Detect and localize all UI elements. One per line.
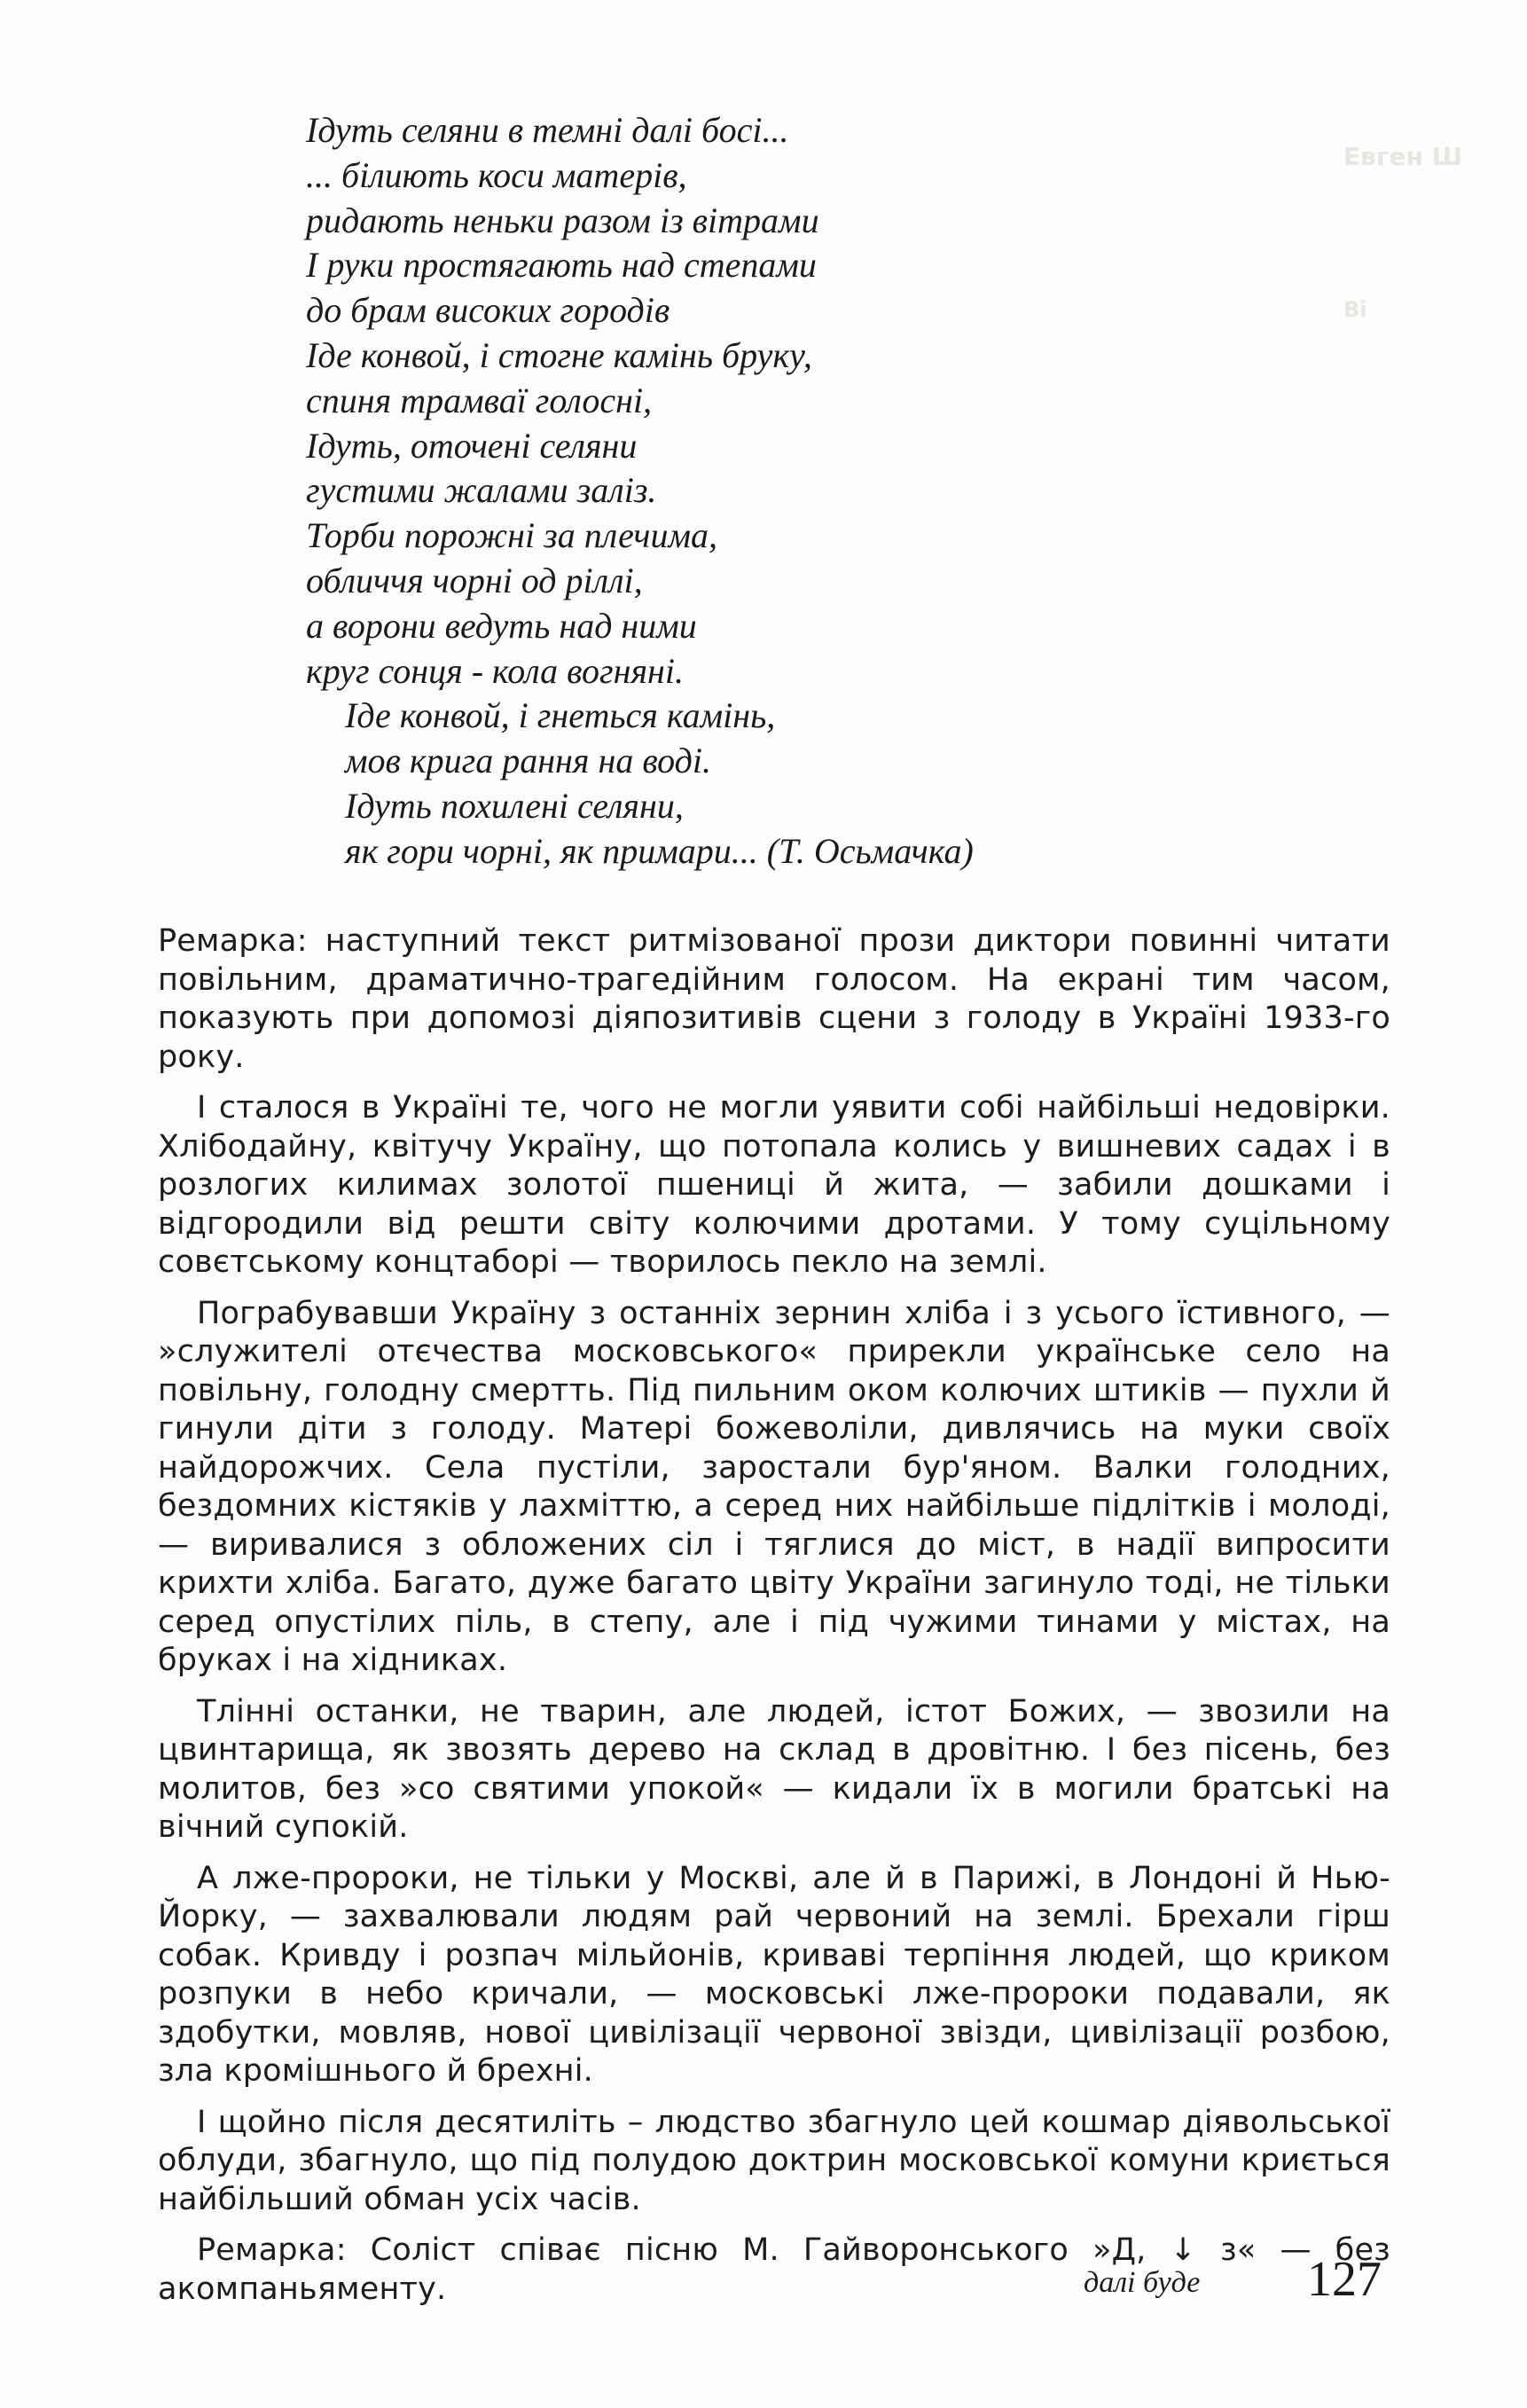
prose-paragraph: Тлінні останки, не тварин, але людей, істот Божих, — звозили на цвинтарища, як звозять дерево на склад в дровітню. І без пісень, без молитов, без »со святими упокой« — кидали їх в могили братські на вічний супокій.	[158, 1693, 1390, 1845]
remark-paragraph: Ремарка: Соліст співає пісню М. Гайворонського »Д, ↓ з« — без акомпаньяменту.	[158, 2232, 1390, 2307]
prose-block	[158, 922, 1390, 2309]
prose-paragraph: І сталося в Україні те, чого не могли уявити собі найбільші недовірки. Хлібодайну, квітучу Україну, що потопала колись у вишневих садах і в розлогих килимах золотої пшениці й жита, — забили дошками і відгородили від решти світу колючими дротами. У тому суцільному совєтському концтаборі — творилось пекло на землі.	[158, 1090, 1390, 1280]
poem-line: Ідуть селяни в темні далі босі...	[306, 110, 789, 150]
poem-line: спиня трамваї голосні,	[306, 380, 653, 420]
poem-line: як гори чорні, як примари... (Т. Осьмачка)	[345, 830, 974, 871]
poem-line: до брам високих городів	[306, 290, 670, 331]
poem-line: І руки простягають над степами	[306, 245, 817, 286]
page-number: 127	[1307, 2252, 1382, 2307]
poem-line: обличчя чорні од ріллі,	[306, 560, 643, 600]
prose-paragraph: Пограбувавши Україну з останніх зернин хліба і з усього їстивного, — »служителі отєчества московського« прирекли українське село на повільну, голодну смертть. Під пильним оком колючих штиків — пухли й гинули діти з голоду. Матері божеволіли, дивлячись на муки своїх найдорожчих. Села пустіли, заростали бур'яном. Валки голодних, бездомних кістяків у лахміттю, а серед них найбільше підлітків і молоді, — виривалися з обложених сіл і тяглися до міст, в надії випросити крихти хліба. Багато, дуже багато цвіту України загинуло тоді, не тільки серед опустілих піль, в степу, але і під чужими тинами у містах, на бруках і на хідниках.	[158, 1295, 1390, 1678]
prose-paragraph: А лже-пророки, не тільки у Москві, але й в Парижі, в Лондоні й Нью-Йорку, — захвалювали людям рай червоний на землі. Брехали гірш собак. Кривду і розпач мільйонів, криваві терпіння людей, що криком розпуки в небо кричали, — московські лже-пророки подавали, як здобутки, мовляв, нової цивілізації червоної звізди, цивілізації розбою, зла кромішнього й брехні.	[158, 1860, 1390, 2089]
poem-line: густими жалами заліз.	[306, 470, 657, 511]
poem-line: круг сонця - кола вогняні.	[306, 650, 685, 691]
poem-block	[306, 108, 1281, 875]
poem-line: Ідуть похилені селяни,	[345, 785, 684, 826]
poem-line: Іде конвой, і гнеться камінь,	[345, 695, 776, 736]
continued-note: далі буде	[1084, 2266, 1201, 2299]
poem-line: Іде конвой, і стогне камінь бруку,	[306, 334, 812, 375]
poem-line: ридають неньки разом із вітрами	[306, 200, 819, 240]
poem-line: Торби порожні за плечима,	[306, 515, 717, 556]
show-through-text-2: Ві	[1343, 297, 1367, 322]
poem-line: а ворони ведуть над ними	[306, 605, 697, 646]
remark-paragraph: Ремарка: наступний текст ритмізованої прози диктори повинні читати повільним, драматично-трагедійним голосом. На екрані тим часом, показують при допомозі діяпозитивів сцени з голоду в Україні 1933-го року.	[158, 923, 1390, 1075]
prose-paragraph: І щойно після десятиліть – людство збагнуло цей кошмар діявольської облуди, збагнуло, що під полудою доктрин московської комуни криється найбільший обман усіх часів.	[158, 2104, 1390, 2217]
poem-line: Ідуть, оточені селяни	[306, 425, 638, 466]
poem-line: ... білиють коси матерів,	[306, 154, 687, 195]
show-through-text-1: Евген Ш	[1343, 142, 1463, 171]
poem-line: мов крига рання на воді.	[345, 741, 711, 781]
